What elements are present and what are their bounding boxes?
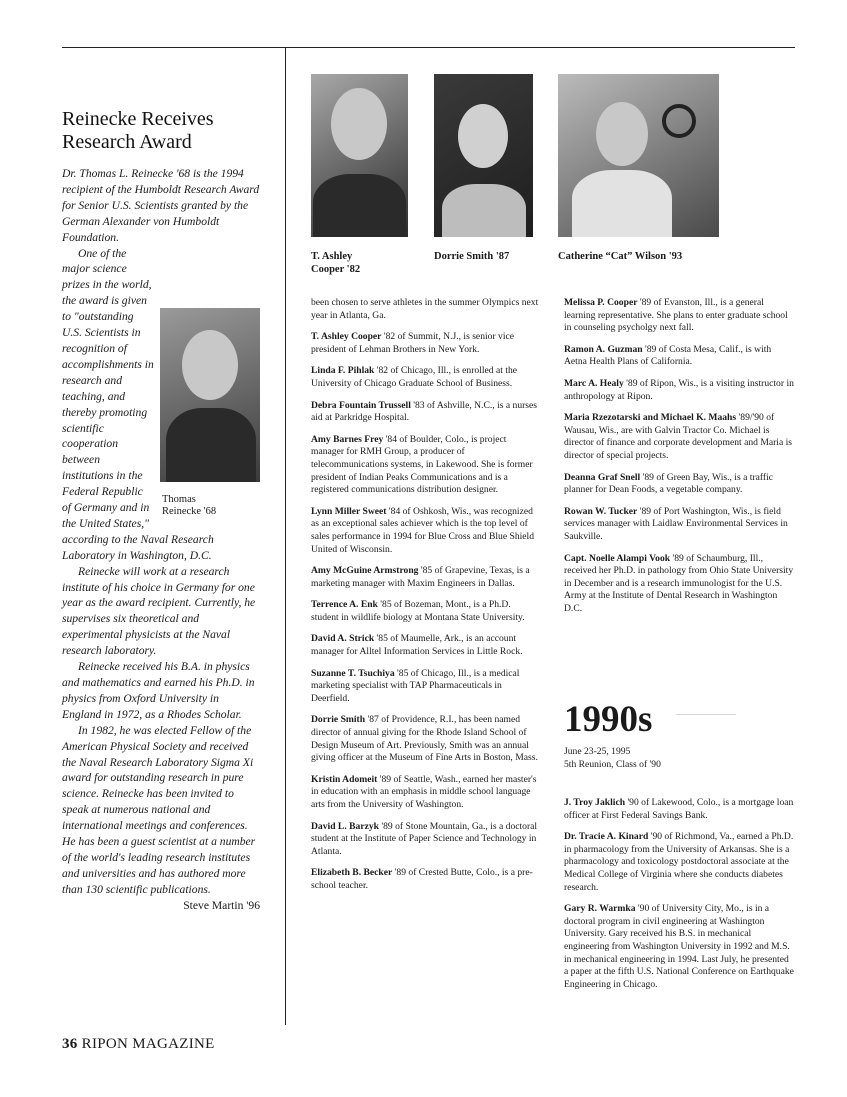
note-text: '89 of Port Washington, Wis., is field services manager with Laidlaw Environmental Services in Saukville. <box>564 505 788 542</box>
class-note <box>564 297 794 335</box>
alumni-name: Rowan W. Tucker <box>564 505 638 517</box>
title-line-1: Reinecke Receives <box>62 108 214 130</box>
smith-photo <box>434 74 533 237</box>
wilson-caption: Catherine “Cat” Wilson '93 <box>558 251 683 262</box>
alumni-name: Dorrie Smith <box>311 714 366 726</box>
note-text: '90 of University City, Mo., is in a doctoral program in civil engineering at Washington University. Gary received his B.S. in mechanical engineering from Washington University in 1992 and M.S. in mechanical engineering in 1994. Last July, he presented a paper at the fifth U.S. National Conference on Earthquake Engineering in Chicago. <box>564 903 794 990</box>
alumni-name: Elizabeth B. Becker <box>311 867 393 879</box>
note-text: '84 of Boulder, Colo., is project manager for RMH Group, a producer of telecommunications systems, in Lakewood. She is former president of Indian Peaks Communications and is a registered communications distribution designer. <box>311 433 533 496</box>
alumni-name: Suzanne T. Tsuchiya <box>311 667 395 679</box>
class-note <box>311 714 539 764</box>
class-note <box>311 821 539 859</box>
class-note <box>564 412 794 462</box>
class-note <box>564 506 794 544</box>
article-paragraph-4: In 1982, he was elected Fellow of the American Physical Society and received the Naval Research Laboratory Sigma Xi award for outstanding research in pure science. Reinecke has been invited to speak at numerous national and international meetings and conferences. He has been a guest scientist at a number of the world's leading research institutes and universities and has authored more than 130 scientific publications. <box>62 723 256 896</box>
decade-heading: 1990s <box>564 699 653 740</box>
note-text: '89 of Ripon, Wis., is a visiting instructor in anthropology at Ripon. <box>564 377 794 402</box>
alumni-name: Amy Barnes Frey <box>311 433 384 445</box>
class-note <box>564 378 794 403</box>
note-text: '85 of Grapevine, Texas, is a marketing manager with Maxim Engineers in Dallas. <box>311 565 530 589</box>
note-text: '82 of Chicago, Ill., is enrolled at the University of Chicago Graduate School of Business. <box>311 365 518 389</box>
reinecke-portrait <box>160 308 260 482</box>
title-line-2: Research Award <box>62 131 192 153</box>
note-text: '90 of Richmond, Va., earned a Ph.D. in pharmacology from the University of Arkansas. She is a pharmacology and toxicology postdoctoral associate at the Medical College of Virginia where she conducts diabetes research. <box>564 831 794 893</box>
note-text: '89 of Seattle, Wash., earned her master's in education with an emphasis in middle school language arts from the University of Washington. <box>311 773 537 810</box>
decade-rule <box>676 714 736 715</box>
class-note <box>564 903 794 991</box>
alumni-name: Maria Rzezotarski and Michael K. Maahs <box>564 412 737 424</box>
class-note <box>311 297 539 322</box>
class-note <box>311 633 539 658</box>
note-text: '90 of Lakewood, Colo., is a mortgage loan officer at First Federal Savings Bank. <box>564 797 794 821</box>
alumni-name: Dr. Tracie A. Kinard <box>564 831 649 843</box>
class-notes-column-2 <box>564 297 794 624</box>
class-note <box>311 867 539 892</box>
class-note <box>311 774 539 812</box>
class-note <box>311 365 539 390</box>
class-note <box>564 472 794 497</box>
alumni-name: Amy McGuine Armstrong <box>311 565 419 577</box>
note-text: '89 of Costa Mesa, Calif., is with Aetna Health Plans of California. <box>564 343 772 368</box>
magazine-name: RIPON MAGAZINE <box>81 1036 215 1052</box>
alumni-name: Capt. Noelle Alampi Vook <box>564 552 671 564</box>
alumni-name: Debra Fountain Trussell <box>311 399 411 411</box>
class-note <box>311 434 539 497</box>
note-text: '89/'90 of Wausau, Wis., are with Galvin Tractor Co. Michael is director of finance and corporate development and Maria is director of special projects. <box>564 412 793 461</box>
class-note <box>564 831 794 894</box>
alumni-name: David A. Strick <box>311 633 375 645</box>
page-number: 36 <box>62 1036 78 1052</box>
alumni-name: Gary R. Warmka <box>564 903 636 915</box>
alumni-name: Lynn Miller Sweet <box>311 505 387 517</box>
class-note <box>311 506 539 556</box>
note-text: '85 of Chicago, Ill., is a medical marketing specialist with TAP Pharmaceuticals in Deerfield. <box>311 667 520 704</box>
feature-article <box>62 108 260 914</box>
note-text: '89 of Crested Butte, Colo., is a pre-school teacher. <box>311 867 533 891</box>
cooper-caption: T. Ashley Cooper '82 <box>311 251 361 275</box>
class-note <box>564 553 794 616</box>
class-notes-column-3 <box>564 797 794 1000</box>
note-text: '82 of Summit, N.J., is senior vice president of Lehman Brothers in New York. <box>311 331 515 355</box>
note-text: been chosen to serve athletes in the summer Olympics next year in Atlanta, Ga. <box>311 297 539 321</box>
article-title <box>62 108 260 154</box>
article-paragraph-2: Reinecke will work at a research institute of his choice in Germany for one year as the award recipient. Currently, he supervises six theoretical and experimental physicists at the Naval research laboratory. <box>62 564 256 658</box>
class-note <box>311 668 539 706</box>
article-paragraph-3: Reinecke received his B.A. in physics and mathematics and earned his Ph.D. in physics from Oxford University in England in 1972, as a Rhodes Scholar. <box>62 660 255 721</box>
note-text: '85 of Maumelle, Ark., is an account manager for Alltel Information Services in Little Rock. <box>311 633 523 658</box>
smith-caption: Dorrie Smith '87 <box>434 251 510 262</box>
alumni-name: Marc A. Healy <box>564 377 624 389</box>
note-text: '89 of Evanston, Ill., is a general learning representative. She plans to enter graduate school in counseling psycholgy next fall. <box>564 297 788 334</box>
alumni-name: J. Troy Jaklich <box>564 797 626 808</box>
page-footer <box>62 1036 215 1053</box>
alumni-name: David L. Barzyk <box>311 820 379 832</box>
class-note <box>564 797 794 822</box>
article-byline: Steve Martin '96 <box>183 898 260 912</box>
note-text: '85 of Bozeman, Mont., is a Ph.D. student in wildlife biology at Montana State University. <box>311 599 525 623</box>
alumni-name: T. Ashley Cooper <box>311 331 382 343</box>
class-notes-column-1 <box>311 297 539 902</box>
wilson-photo <box>558 74 719 237</box>
top-rule <box>62 47 795 48</box>
class-note <box>311 400 539 425</box>
class-note <box>564 344 794 369</box>
alumni-name: Terrence A. Enk <box>311 599 378 611</box>
note-text: '89 of Green Bay, Wis., is a traffic planner for Dean Foods, a vegetable company. <box>564 471 774 496</box>
reinecke-photo-caption: Thomas Reinecke '68 <box>162 493 217 517</box>
note-text: '89 of Schaumburg, Ill., received her Ph.D. in pathology from Ohio State University in December and is a research immunologist for the U.S. Army at the Institute of Dental Research in Washington D.C. <box>564 552 794 614</box>
cooper-photo <box>311 74 408 237</box>
alumni-name: Linda F. Pihlak <box>311 365 375 377</box>
reunion-info: June 23-25, 1995 5th Reunion, Class of '90 <box>564 746 661 770</box>
note-text: '84 of Oshkosh, Wis., was recognized as an exceptional sales achiever which is the top level of sales performance in 1994 for Blue Cross and Blue Shield United of Wisconsin. <box>311 505 535 555</box>
note-text: '89 of Stone Mountain, Ga., is a doctoral student at the Institute of Paper Science and Technology in Atlanta. <box>311 820 538 857</box>
article-lead: Dr. Thomas L. Reinecke '68 is the 1994 recipient of the Humboldt Research Award for Senior U.S. Scientists granted by the German Alexander von Humboldt Foundation. <box>62 167 260 244</box>
note-text: '83 of Ashville, N.C., is a nurses aid at Parkridge Hospital. <box>311 399 538 424</box>
alumni-name: Melissa P. Cooper <box>564 297 638 308</box>
class-note <box>311 565 539 590</box>
note-text: '87 of Providence, R.I., has been named director of annual giving for the Rhode Island School of Design Museum of Art. Previously, Smith was an annual giving officer at the Museum of Fine Arts in Boston, Mass. <box>311 714 538 764</box>
column-divider <box>285 47 286 1025</box>
alumni-name: Kristin Adomeit <box>311 773 378 785</box>
alumni-name: Deanna Graf Snell <box>564 471 641 483</box>
alumni-name: Ramon A. Guzman <box>564 343 643 355</box>
article-paragraph-1: Thomas Reinecke '68 One of the major science prizes in the world, the award is given to "outstanding U.S. Scientists in recognition of accomplishments in research and teaching, and thereby promoting scientific cooperation between institutions in the Federal Republic of Germany and in the United States," according to the Naval Research Laboratory in Washington, D.C. <box>62 246 260 564</box>
class-note <box>311 331 539 356</box>
reinecke-photo-block <box>160 308 260 518</box>
class-note <box>311 599 539 624</box>
